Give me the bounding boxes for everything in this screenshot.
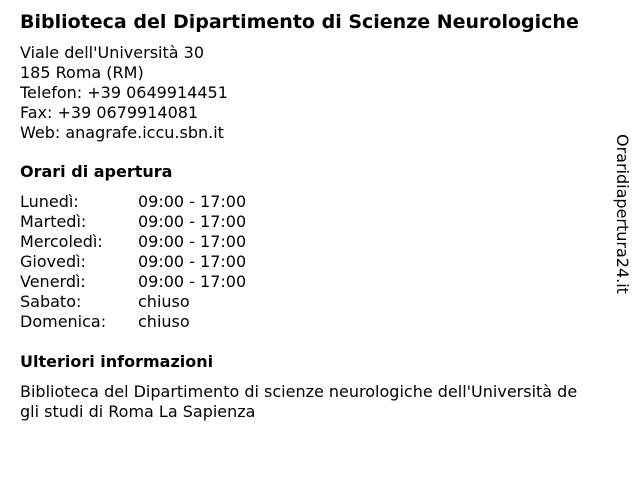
site-watermark: Oraridiapertura24.it <box>613 134 632 294</box>
hours-row-monday <box>20 192 600 212</box>
hours-time: 09:00 - 17:00 <box>138 252 247 271</box>
address-city: 185 Roma (RM) <box>20 63 144 82</box>
hours-row-thursday <box>20 252 600 272</box>
phone-number: Telefon: +39 0649914451 <box>20 83 228 102</box>
contact-block <box>20 43 600 143</box>
hours-row-saturday <box>20 292 600 312</box>
hours-time: 09:00 - 17:00 <box>138 272 247 291</box>
hours-day: Lunedì: <box>20 192 79 211</box>
address-street: Viale dell'Università 30 <box>20 43 204 62</box>
hours-time: 09:00 - 17:00 <box>138 192 247 211</box>
hours-row-sunday <box>20 312 600 332</box>
hours-day: Giovedì: <box>20 252 86 271</box>
hours-day: Domenica: <box>20 312 107 331</box>
hours-day: Mercoledì: <box>20 232 103 251</box>
opening-hours-table <box>20 192 600 332</box>
fax-number: Fax: +39 0679914081 <box>20 103 199 122</box>
hours-row-wednesday <box>20 232 600 252</box>
hours-day: Sabato: <box>20 292 82 311</box>
hours-time: 09:00 - 17:00 <box>138 232 247 251</box>
hours-time: chiuso <box>138 312 190 331</box>
additional-info-text: Biblioteca del Dipartimento di scienze neurologiche dell'Università degli studi di Roma La Sapienza <box>20 382 578 421</box>
hours-time: 09:00 - 17:00 <box>138 212 247 231</box>
additional-info-heading: Ulteriori informazioni <box>20 352 214 371</box>
opening-hours-heading: Orari di apertura <box>20 162 173 181</box>
hours-day: Venerdì: <box>20 272 86 291</box>
hours-row-friday <box>20 272 600 292</box>
hours-row-tuesday <box>20 212 600 232</box>
hours-day: Martedì: <box>20 212 87 231</box>
hours-time: chiuso <box>138 292 190 311</box>
library-page <box>20 10 600 422</box>
page-title: Biblioteca del Dipartimento di Scienze Neurologiche <box>20 11 579 33</box>
website: Web: anagrafe.iccu.sbn.it <box>20 123 224 142</box>
